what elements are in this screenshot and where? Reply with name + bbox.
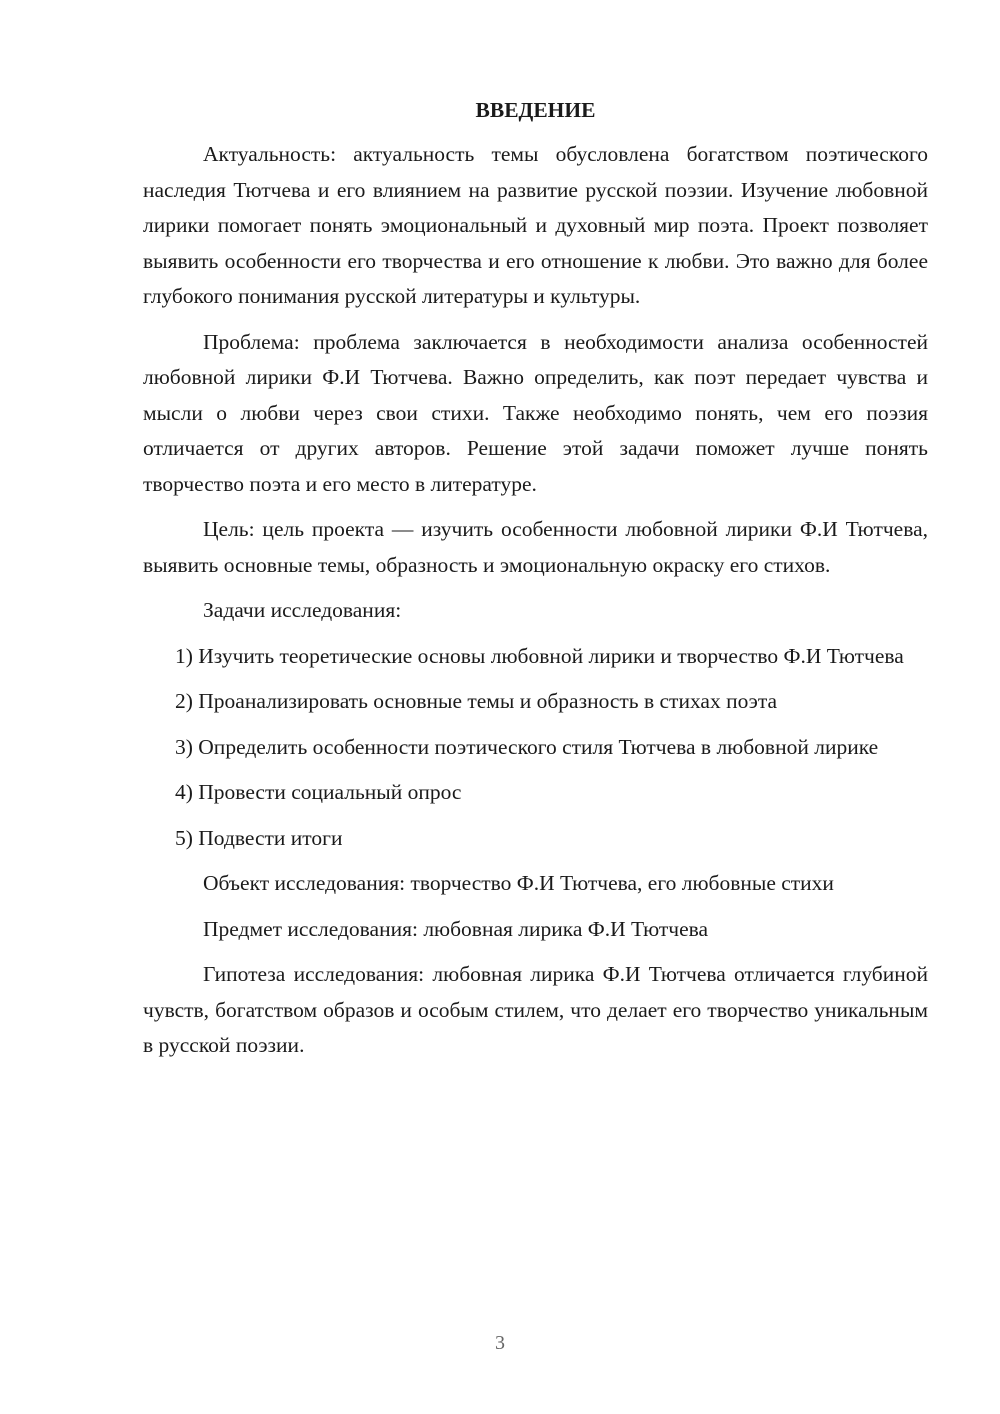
paragraph-subject: Предмет исследования: любовная лирика Ф.И Тютчева bbox=[203, 916, 709, 941]
list-item-task-2: 2) Проанализировать основные темы и образность в стихах поэта bbox=[175, 689, 778, 713]
paragraph-tasks-heading: Задачи исследования: bbox=[203, 598, 402, 622]
list-item-task-1: 1) Изучить теоретические основы любовной лирики и творчество Ф.И Тютчева bbox=[175, 643, 904, 668]
paragraph-object: Объект исследования: творчество Ф.И Тютчева, его любовные стихи bbox=[203, 871, 834, 895]
paragraph-problem: Проблема: проблема заключается в необходимости анализа особенностей любовной лирики Ф.И Тютчева. Важно определить, как поэт передает чувства и мысли о любви через свои стихи. Также необходимо понять, чем его поэзия отличается от других авторов. Решение этой задачи поможет лучше понять творчество поэта и его место в литературе. bbox=[143, 329, 928, 496]
paragraph-goal: Цель: цель проекта — изучить особенности любовной лирики Ф.И Тютчева, выявить основные темы, образность и эмоциональную окраску его стихов. bbox=[143, 517, 928, 577]
paragraph-relevance: Актуальность: актуальность темы обусловлена богатством поэтического наследия Тютчева и его влиянием на развитие русской поэзии. Изучение любовной лирики помогает понять эмоциональный и духовный мир поэта. Проект позволяет выявить особенности его творчества и его отношение к любви. Это важно для более глубокого понимания русской литературы и культуры. bbox=[143, 142, 928, 308]
page-number: 3 bbox=[495, 1332, 505, 1354]
list-item-task-5: 5) Подвести итоги bbox=[175, 825, 343, 850]
list-item-task-3: 3) Определить особенности поэтического стиля Тютчева в любовной лирике bbox=[175, 734, 879, 759]
page-title: ВВЕДЕНИЕ bbox=[475, 98, 596, 122]
document-page bbox=[143, 92, 928, 1074]
paragraph-hypothesis: Гипотеза исследования: любовная лирика Ф.И Тютчева отличается глубиной чувств, богатством образов и особым стилем, что делает его творчество уникальным в русской поэзии. bbox=[143, 962, 928, 1057]
list-item-task-4: 4) Провести социальный опрос bbox=[175, 780, 462, 804]
